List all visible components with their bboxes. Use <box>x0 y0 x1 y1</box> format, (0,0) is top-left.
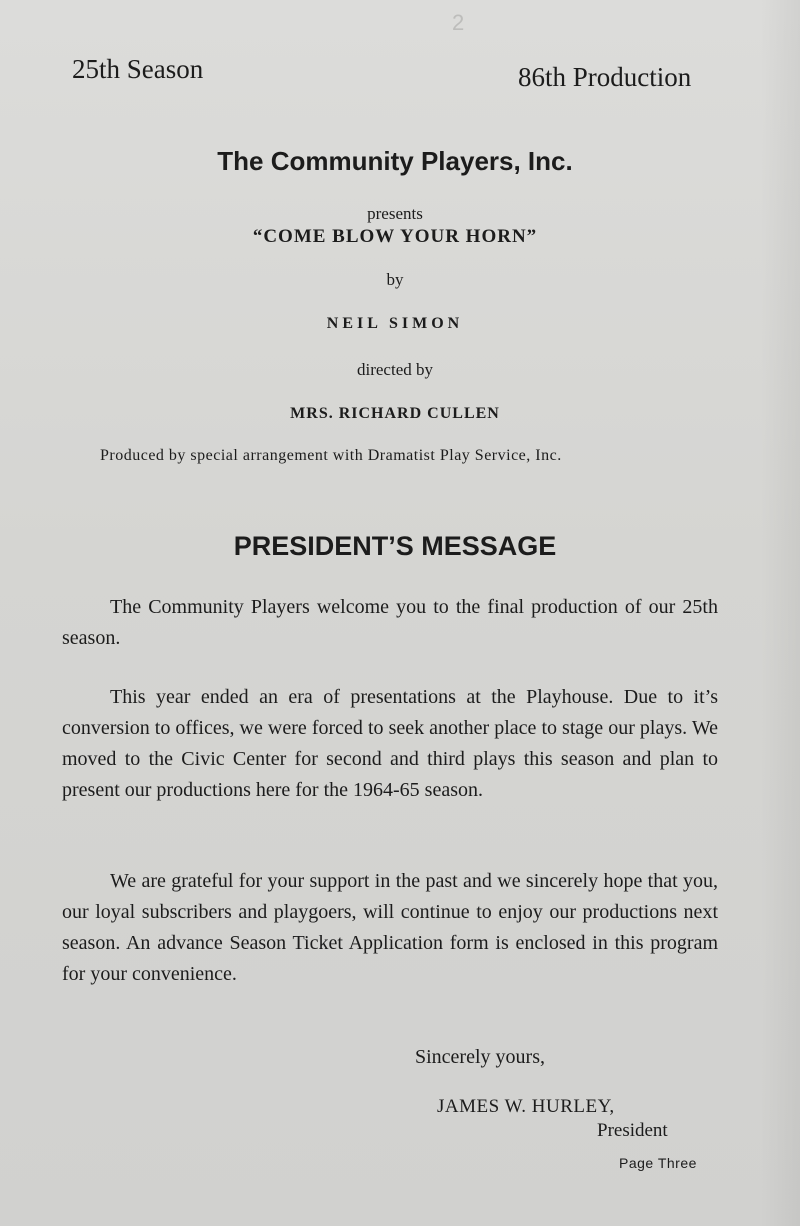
director-name: MRS. RICHARD CULLEN <box>290 405 500 422</box>
directed-by-text: directed by <box>357 360 433 379</box>
production-label: 86th Production <box>518 62 692 92</box>
season-label: 25th Season <box>72 54 204 84</box>
closing-text: Sincerely yours, <box>415 1046 545 1068</box>
author-name: NEIL SIMON <box>326 315 464 332</box>
play-title: “COME BLOW YOUR HORN” <box>252 226 538 247</box>
organization-name: The Community Players, Inc. <box>217 146 573 176</box>
page-edge-shadow <box>760 0 800 1226</box>
message-paragraph: The Community Players welcome you to the final production of our 25th season. <box>62 596 718 649</box>
signer-title: President <box>597 1120 668 1141</box>
message-paragraph: We are grateful for your support in the past and we sincerely hope that you, our loyal subscribers and playgoers, will continue to enjoy our productions next season. An advance Season Ticket Application form is enclosed in this program for your convenience. <box>62 870 718 985</box>
message-paragraph: This year ended an era of presentations at the Playhouse. Due to it’s conversion to offices, we were forced to seek another place to stage our plays. We moved to the Civic Center for second and third plays this season and plan to present our productions here for the 1964-65 season. <box>62 686 718 801</box>
by-text: by <box>386 270 404 289</box>
page-mark: 2 <box>452 10 465 35</box>
message-heading: PRESIDENT’S MESSAGE <box>233 531 557 561</box>
produced-note: Produced by special arrangement with Dramatist Play Service, Inc. <box>100 447 562 464</box>
page-number: Page Three <box>619 1155 697 1171</box>
presents-text: presents <box>367 204 423 223</box>
signer-name: JAMES W. HURLEY, <box>437 1096 615 1117</box>
